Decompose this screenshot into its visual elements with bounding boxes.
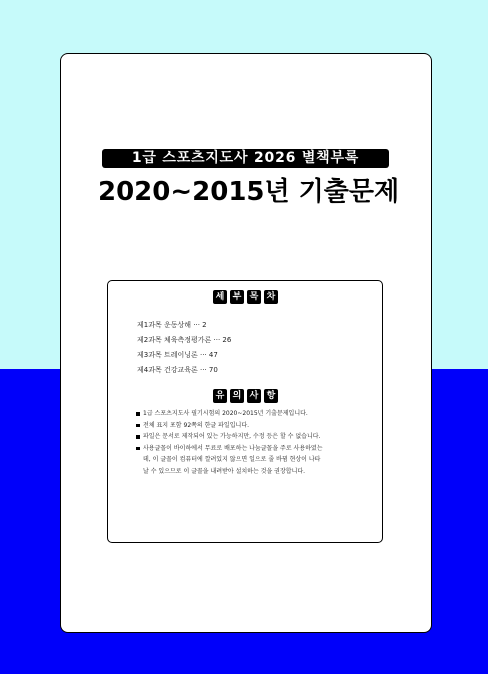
notice-item: 전체 표지 포함 92쪽의 한글 파일입니다. [136, 420, 368, 432]
notice-list [136, 408, 368, 477]
toc-item-2: 제2과목 체육측정평가론 ··· 26 [137, 336, 232, 344]
toc-heading-char: 목 [247, 290, 261, 304]
notice-heading-char: 의 [230, 389, 244, 403]
notice-item-continued: 날 수 있으므로 이 글꼴을 내려받아 설치하는 것을 권장합니다. [143, 467, 306, 475]
toc-item-3: 제3과목 트레이닝론 ··· 47 [137, 351, 218, 359]
notice-heading-char: 항 [264, 389, 278, 403]
toc-heading-char: 부 [230, 290, 244, 304]
toc-heading [213, 290, 278, 304]
toc-heading-char: 세 [213, 290, 227, 304]
notice-heading-char: 사 [247, 389, 261, 403]
notice-item: 1급 스포츠지도사 필기시험의 2020~2015년 기출문제입니다. [136, 408, 368, 420]
notice-heading-char: 유 [213, 389, 227, 403]
notice-item: 파일은 문서로 제작되어 있는 가능하지만, 수정 등은 할 수 없습니다. [136, 431, 368, 443]
toc-item-1: 제1과목 운동상해 ··· 2 [137, 321, 207, 329]
toc-item-4: 제4과목 건강교육론 ··· 70 [137, 366, 218, 374]
subtitle-banner: 1급 스포츠지도사 2026 별책부록 [102, 149, 389, 168]
toc-heading-char: 차 [264, 290, 278, 304]
notice-item: 사용글꼴이 바이하에서 무료로 배포하는 나눔글꼴을 주로 사용하였는 [136, 443, 368, 455]
notice-item-continued: 데, 이 글꼴이 컴퓨터에 깔려있지 않으면 일으로 줄 바뀜 현상이 나타 [143, 456, 321, 463]
notice-heading [213, 389, 278, 403]
page-title: 2020~2015년 기출문제 [98, 177, 400, 207]
